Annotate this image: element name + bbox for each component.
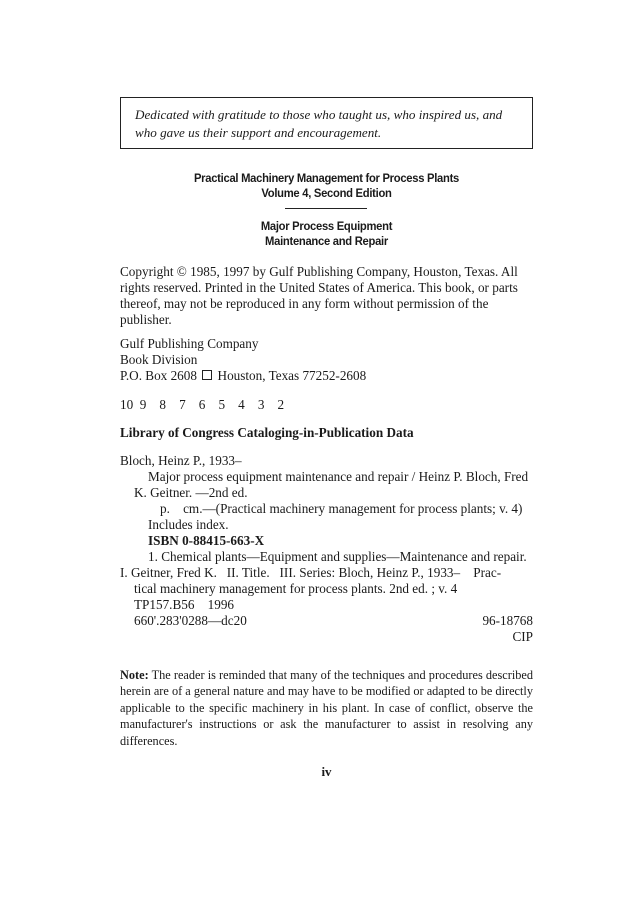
- cip-title-line-2: K. Geitner. —2nd ed.: [134, 485, 248, 500]
- cip-lc-classification: TP157.B56 1996: [134, 597, 235, 612]
- printing-line: [120, 397, 297, 413]
- note-label: Note:: [120, 668, 149, 682]
- printing-number: 3: [257, 397, 265, 412]
- cip-includes-index: Includes index.: [148, 517, 229, 532]
- printing-number: 7: [179, 397, 186, 412]
- cip-isbn: ISBN 0-88415-663-X: [148, 533, 265, 548]
- square-bullet-icon: [202, 370, 212, 380]
- reader-note: [120, 667, 533, 749]
- note-text: The reader is reminded that many of the techniques and procedures described herein are of a general nature and may have to be modified or adapted to be directly applicable to the specific machinery in his plant. In case of conflict, observe the manufacturer's instructions or ask the manufacturer to assist in resolving any differences.: [120, 668, 533, 748]
- page-number: iv: [321, 764, 332, 779]
- printing-number: 5: [218, 397, 226, 412]
- printing-number: 6: [198, 397, 206, 412]
- book-title: Practical Machinery Management for Process Plants: [193, 171, 460, 185]
- dedication-text: Dedicated with gratitude to those who taught us, who inspired us, and who gave us their support and encouragement.: [135, 107, 503, 140]
- publisher-name: Gulf Publishing Company: [120, 336, 259, 351]
- printing-number: 9: [139, 397, 147, 412]
- book-subtitle-line2: Maintenance and Repair: [265, 234, 388, 248]
- dedication-box: [120, 97, 533, 149]
- publisher-address-po-box: P.O. Box 2608: [120, 368, 197, 383]
- printing-number: 10: [120, 397, 134, 412]
- book-volume: Volume 4, Second Edition: [261, 186, 392, 200]
- cip-subjects-line-3: tical machinery management for process plants. 2nd ed. ; v. 4: [134, 581, 458, 596]
- copyright-line-1: Copyright © 1985, 1997 by Gulf Publishing Company, Houston, Texas. All: [120, 264, 518, 279]
- publisher-address-city: Houston, Texas 77252-2608: [217, 368, 367, 383]
- printing-number: 8: [159, 397, 166, 412]
- title-divider: [285, 208, 367, 209]
- printing-number: 2: [277, 397, 285, 412]
- book-subtitle-line1: Major Process Equipment: [260, 219, 393, 233]
- copyright-line-3: thereof, may not be reproduced in any form without permission of the: [120, 296, 489, 311]
- copyright-line-4: publisher.: [120, 312, 172, 327]
- cip-title-line-1: Major process equipment maintenance and repair / Heinz P. Bloch, Fred: [148, 469, 529, 484]
- copyright-line-2: rights reserved. Printed in the United States of America. This book, or parts: [120, 280, 518, 295]
- cip-author: Bloch, Heinz P., 1933–: [120, 453, 242, 468]
- publisher-division: Book Division: [120, 352, 198, 367]
- publisher-address: [120, 368, 366, 384]
- cip-dewey-classification: 660'.283'0288—dc20: [134, 613, 247, 628]
- cip-heading: Library of Congress Cataloging-in-Publication Data: [120, 425, 414, 440]
- cip-subjects-line-1: 1. Chemical plants—Equipment and supplies—Maintenance and repair.: [148, 549, 527, 564]
- printing-number: 4: [238, 397, 245, 412]
- cip-lccn: 96-18768: [482, 613, 533, 628]
- cip-physical-description: p. cm.—(Practical machinery management for process plants; v. 4): [160, 501, 523, 516]
- cip-label: CIP: [512, 629, 533, 644]
- cip-subjects-line-2: I. Geitner, Fred K. II. Title. III. Series: Bloch, Heinz P., 1933– Prac-: [120, 565, 502, 580]
